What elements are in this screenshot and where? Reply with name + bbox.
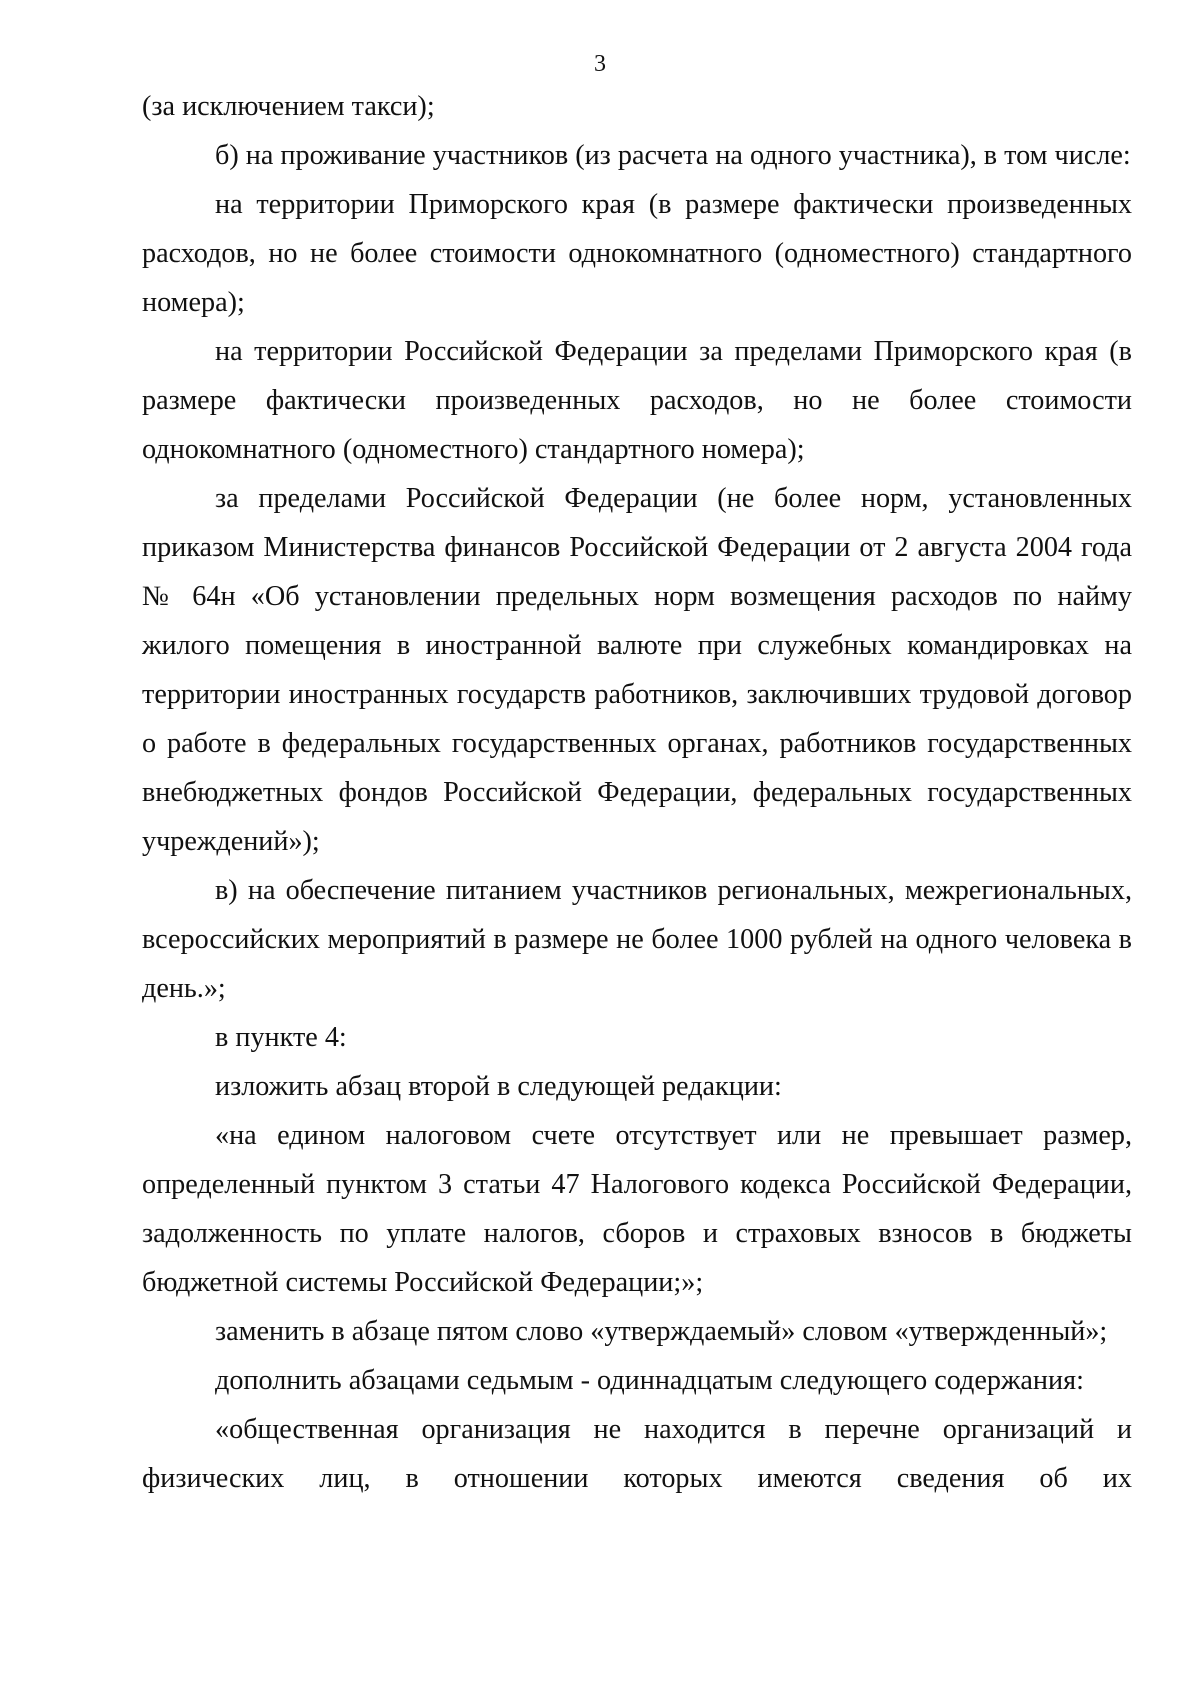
paragraph: в) на обеспечение питанием участников региональных, межрегиональных, всероссийских мероприятий в размере не более 1000 рублей на одного человека в день.»;	[142, 875, 1132, 1004]
paragraph: в пункте 4:	[215, 1022, 347, 1053]
paragraph: «на едином налоговом счете отсутствует или не превышает размер, определенный пунктом 3 статьи 47 Налогового кодекса Российской Федерации, задолженность по уплате налогов, сборов и страховых взносов в бюджеты бюджетной системы Российской Федерации;»;	[142, 1120, 1132, 1298]
paragraph: заменить в абзаце пятом слово «утверждаемый» словом «утвержденный»;	[215, 1316, 1108, 1347]
paragraph: б) на проживание участников (из расчета на одного участника), в том числе:	[215, 140, 1131, 171]
paragraph: за пределами Российской Федерации (не более норм, установленных приказом Министерства финансов Российской Федерации от 2 августа 2004 года № 64н «Об установлении предельных норм возмещения расходов по найму жилого помещения в иностранной валюте при служебных командировках на территории иностранных государств работников, заключивших трудовой договор о работе в федеральных государственных органах, работников государственных внебюджетных фондов Российской Федерации, федеральных государственных учреждений»);	[142, 483, 1132, 857]
page-number: 3	[594, 51, 606, 77]
paragraph: дополнить абзацами седьмым - одиннадцатым следующего содержания:	[215, 1365, 1084, 1396]
paragraph: изложить абзац второй в следующей редакции:	[215, 1071, 782, 1102]
paragraph: на территории Российской Федерации за пределами Приморского края (в размере фактически произведенных расходов, но не более стоимости однокомнатного (одноместного) стандартного номера);	[142, 336, 1132, 465]
document-body	[142, 82, 1132, 1503]
paragraph: (за исключением такси);	[142, 91, 435, 122]
paragraph: «общественная организация не находится в перечне организаций и физических лиц, в отношении которых имеются сведения об их	[142, 1414, 1132, 1494]
paragraph: на территории Приморского края (в размере фактически произведенных расходов, но не более стоимости однокомнатного (одноместного) стандартного номера);	[142, 189, 1132, 318]
